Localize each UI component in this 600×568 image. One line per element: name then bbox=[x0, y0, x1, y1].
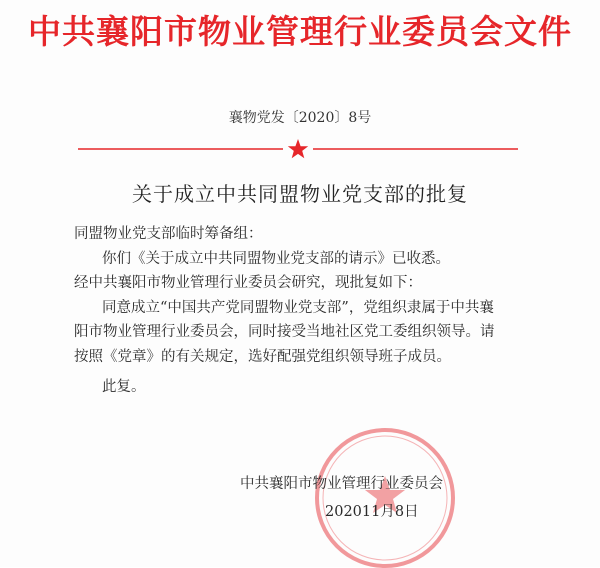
star-icon bbox=[288, 139, 308, 158]
addressee: 同盟物业党支部临时筹备组： bbox=[74, 226, 263, 242]
document-body bbox=[74, 222, 504, 400]
closing-text: 此复。 bbox=[102, 379, 146, 395]
document-title: 关于成立中共同盟物业党支部的批复 bbox=[132, 182, 468, 206]
body-paragraph-1: 你们《关于成立中共同盟物业党支部的请示》已收悉。 bbox=[102, 250, 450, 267]
official-seal bbox=[300, 418, 470, 568]
document-number: 襄物党发〔2020〕8号 bbox=[228, 110, 372, 126]
red-divider bbox=[78, 138, 518, 160]
signature-organization: 中共襄阳市物业管理行业委员会 bbox=[240, 476, 443, 492]
body-paragraph-3: 同意成立“中国共产党同盟物业党支部”，党组织隶属于中共襄阳市物业管理行业委员会，同时接受当地社区党工委组织领导。请按照《党章》的有关规定，选好配强党组织领导班子成员。 bbox=[74, 299, 495, 365]
document-header-title: 中共襄阳市物业管理行业委员会文件 bbox=[28, 12, 572, 51]
signature-date: 202011月8日 bbox=[325, 504, 419, 520]
body-paragraph-2: 经中共襄阳市物业管理行业委员会研究，现批复如下： bbox=[74, 275, 422, 291]
